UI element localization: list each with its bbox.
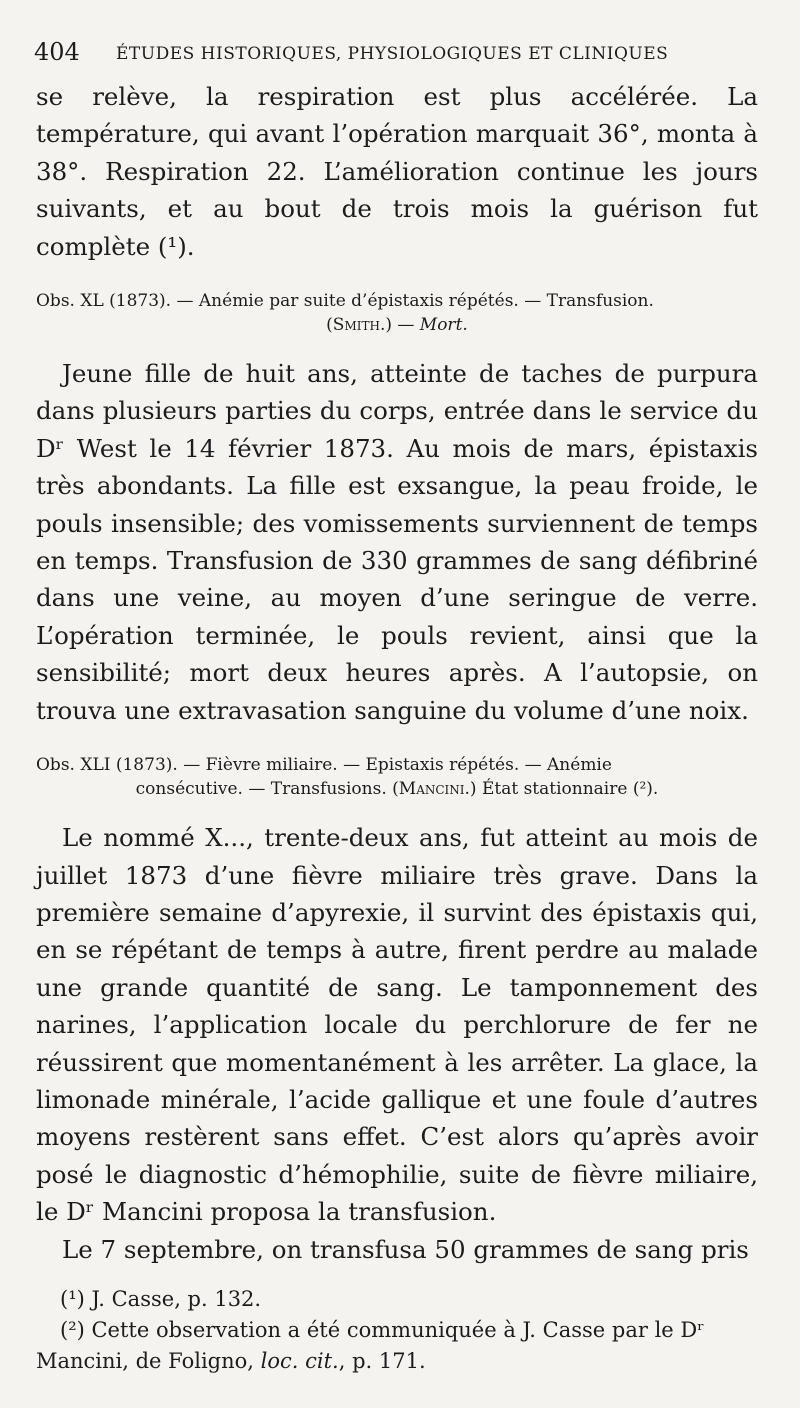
obs-label: Obs. XLI (1873). — [36, 755, 178, 776]
paragraph-case-xli: Le nommé X..., trente-deux ans, fut atteint au mois de juillet 1873 d’une fièvre miliaire très grave. Dans la première semaine d’apyrexie, il survint des épistaxis qui, en se répétant de temps à autre, firent perdre au malade une grande quantité de sang. Le tamponnement des narines, l’application locale du perchlorure de fer ne réussirent que momentanément à les arrêter. La glace, la limonade minérale, l’acide gallique et une foule d’autres moyens restèrent sans effet. C’est alors qu’après avoir posé le diagnostic d’hémophilie, suite de fièvre miliaire, le Dʳ Mancini proposa la transfusion. — [36, 823, 758, 1227]
running-head — [34, 38, 774, 68]
obs-continuation: consécutive. — Transfusions. — [135, 779, 387, 800]
observation-heading-xli — [36, 753, 758, 801]
paragraph-case-xl: Jeune fille de huit ans, atteinte de taches de purpura dans plusieurs parties du corps, entrée dans le service du Dʳ West le 14 février 1873. Au mois de mars, épistaxis très abondants. La fille est exsangue, la peau froide, le pouls insensible; des vomissements surviennent de temps en temps. Transfusion de 330 grammes de sang défibriné dans une veine, au moyen d’une seringue de verre. L’opération terminée, le pouls revient, ainsi que la sensibilité; mort deux heures après. A l’autopsie, on trouva une extravasation sanguine du volume d’une noix. — [36, 359, 758, 725]
paragraph-continuation: se relève, la respiration est plus accélérée. La température, qui avant l’opération marquait 36°, monta à 38°. Respiration 22. L’amélioration continue les jours suivants, et au bout de trois mois la guérison fut complète (¹). — [36, 82, 758, 261]
footnote-1: (¹) J. Casse, p. 132. — [60, 1286, 262, 1311]
obs-author: (Mancini.) — [392, 779, 477, 800]
running-title: ÉTUDES HISTORIQUES, PHYSIOLOGIQUES ET CLINIQUES — [116, 44, 669, 64]
page-body — [36, 78, 758, 1377]
observation-heading-xl — [36, 289, 758, 337]
obs-text: — Fièvre miliaire. — Epistaxis répétés. — Anémie — [183, 755, 612, 776]
footnotes — [36, 1284, 758, 1377]
paragraph-transfusion: Le 7 septembre, on transfusa 50 grammes de sang pris — [62, 1234, 749, 1264]
obs-outcome: — Mort. — [397, 315, 468, 336]
footnote-2: (²) Cette observation a été communiquée à J. Casse par le Dʳ Mancini, de Foligno, loc. cit., p. 171. — [36, 1317, 705, 1373]
obs-text: — Anémie par suite d’épistaxis répétés. — Transfusion. — [176, 291, 654, 312]
page-number: 404 — [34, 38, 80, 66]
obs-outcome: État stationnaire (²). — [481, 779, 659, 800]
obs-author: (Smith.) — [326, 315, 392, 336]
obs-label: Obs. XL (1873). — [36, 291, 172, 312]
